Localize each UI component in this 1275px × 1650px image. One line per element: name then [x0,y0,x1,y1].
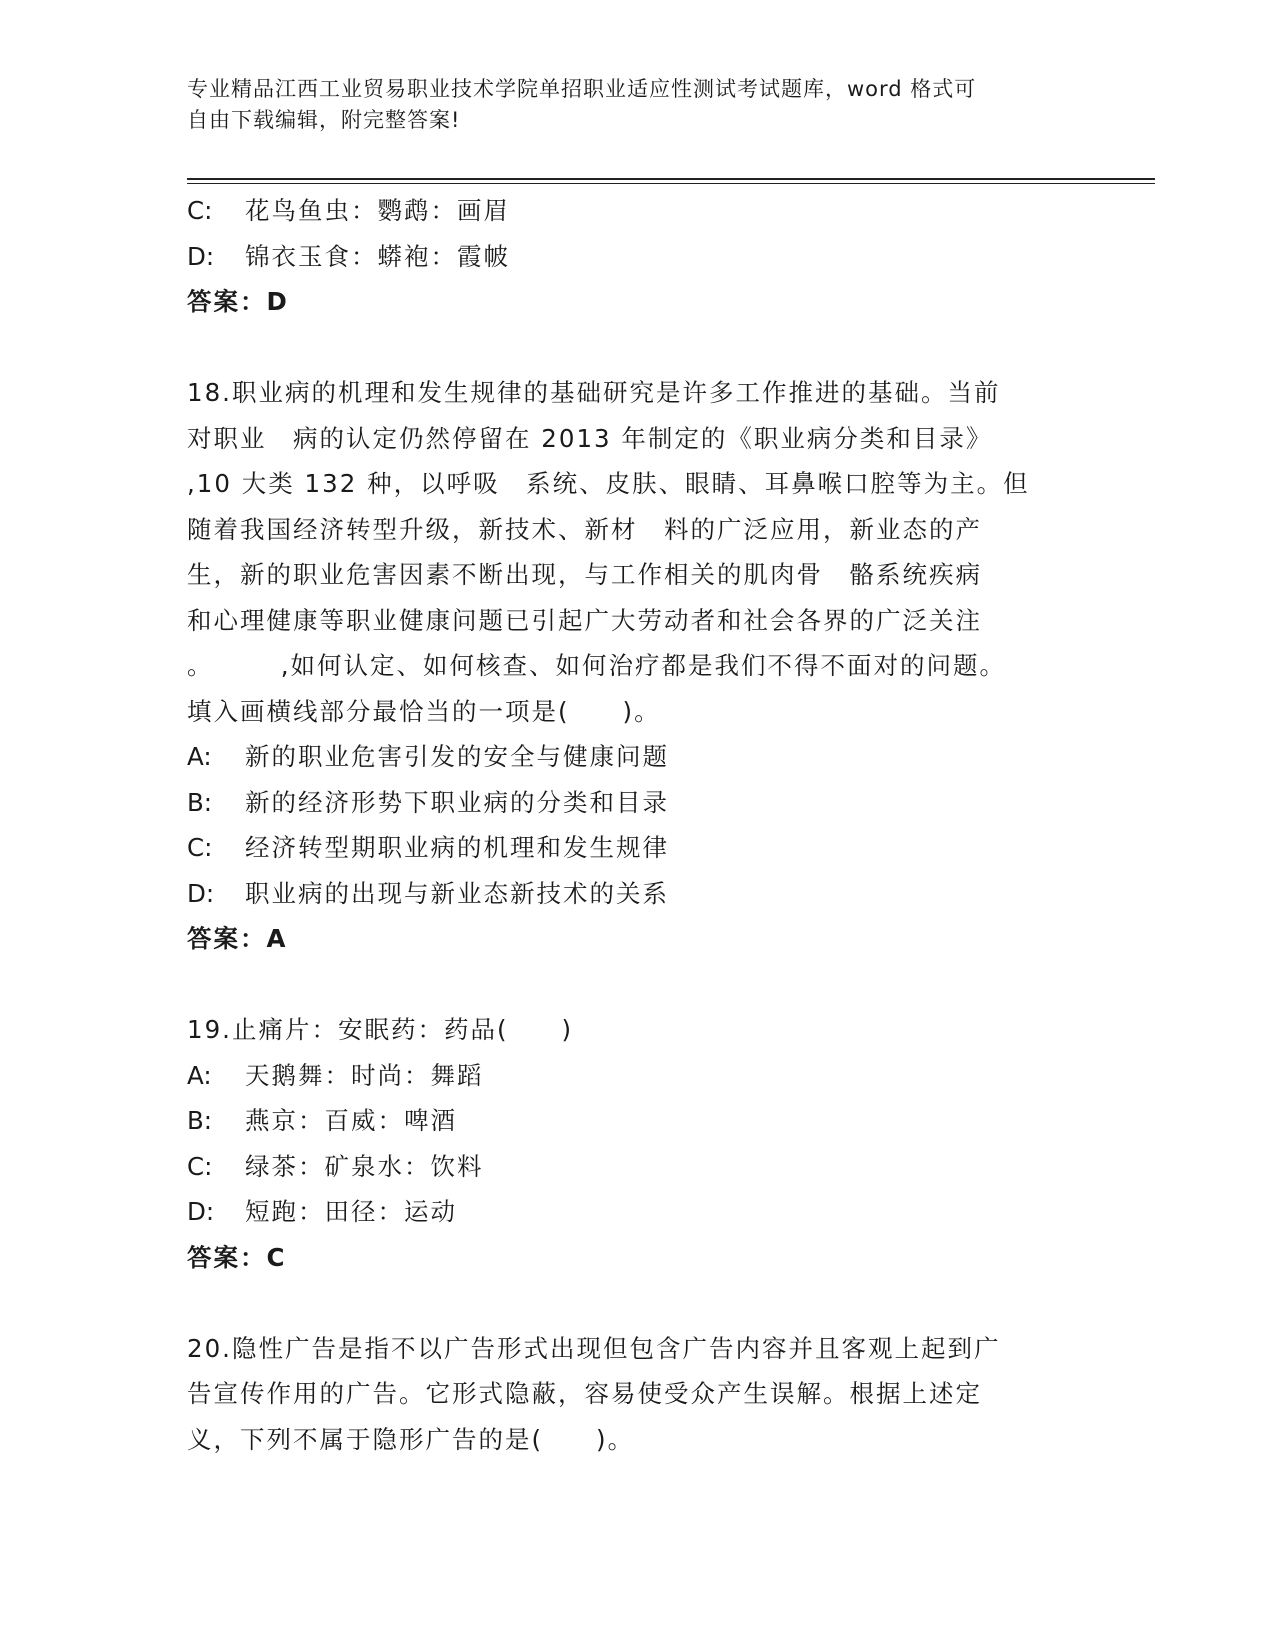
header-line-2: 自由下载编辑，附完整答案! [187,108,461,132]
option-key: C: [187,196,213,225]
option-key: D: [187,878,215,908]
question-stem-line: 。 ,如何认定、如何核查、如何治疗都是我们不得不面对的问题。 [187,651,1007,680]
option-b [187,1098,1087,1144]
header-line-1: 专业精品江西工业贸易职业技术学院单招职业适应性测试考试题库，word 格式可 [187,77,977,101]
spacer [187,962,1087,1008]
question-stem-line: 和心理健康等职业健康问题已引起广大劳动者和社会各界的广泛关注 [187,605,982,635]
question-stem-line: 填入画横线部分最恰当的一项是( )。 [187,696,661,726]
option-c [187,188,1087,234]
option-a [187,734,1087,780]
question-stem-line: 对职业 病的认定仍然停留在 2013 年制定的《职业病分类和目录》 [187,423,993,453]
option-text: 花鸟鱼虫：鹦鹉：画眉 [245,196,510,225]
question-stem-line: 告宣传作用的广告。它形式隐蔽，容易使受众产生误解。根据上述定 [187,1379,982,1408]
question-stem-line: ,10 大类 132 种，以呼吸 系统、皮肤、眼睛、耳鼻喉口腔等为主。但 [187,469,1030,498]
option-d [187,234,1087,280]
question-stem-line: 20.隐性广告是指不以广告形式出现但包含广告内容并且客观上起到广 [187,1333,1001,1363]
option-key: B: [187,787,213,817]
option-key: D: [187,241,215,271]
option-key: C: [187,1151,213,1181]
question-20 [187,1326,1087,1463]
option-c [187,825,1087,871]
document-body [187,188,1087,1462]
option-text: 燕京：百威：啤酒 [245,1106,457,1135]
answer: 答案：D [187,287,289,316]
option-key: B: [187,1106,213,1135]
option-b [187,780,1087,826]
question-stem-line: 生，新的职业危害因素不断出现，与工作相关的肌肉骨 骼系统疾病 [187,560,982,589]
option-text: 新的经济形势下职业病的分类和目录 [245,787,669,817]
option-text: 天鹅舞：时尚：舞蹈 [245,1060,484,1090]
spacer [187,325,1087,371]
option-a [187,1053,1087,1099]
question-17 [187,188,1087,325]
question-stem-line: 19.止痛片：安眠药：药品( ) [187,1015,574,1044]
header-rule-thick [187,178,1155,180]
option-text: 新的职业危害引发的安全与健康问题 [245,742,669,771]
answer: 答案：C [187,1242,287,1272]
option-text: 锦衣玉食：蟒袍：霞帔 [245,241,510,271]
spacer [187,1280,1087,1326]
answer: 答案：A [187,924,288,953]
option-key: D: [187,1197,215,1226]
option-text: 职业病的出现与新业态新技术的关系 [245,878,669,908]
page-header [187,74,1087,136]
question-stem-line: 18.职业病的机理和发生规律的基础研究是许多工作推进的基础。当前 [187,378,1001,407]
option-d [187,1189,1087,1235]
option-d [187,871,1087,917]
option-key: A: [187,742,212,771]
option-text: 经济转型期职业病的机理和发生规律 [245,833,669,862]
question-stem-line: 随着我国经济转型升级，新技术、新材 料的广泛应用，新业态的产 [187,514,982,544]
header-rule-thin [187,183,1155,184]
option-key: C: [187,833,213,862]
question-18 [187,370,1087,962]
option-text: 绿茶：矿泉水：饮料 [245,1151,484,1181]
option-key: A: [187,1060,212,1090]
option-c [187,1144,1087,1190]
question-stem-line: 义，下列不属于隐形广告的是( )。 [187,1424,635,1454]
question-19 [187,1007,1087,1280]
option-text: 短跑：田径：运动 [245,1197,457,1226]
